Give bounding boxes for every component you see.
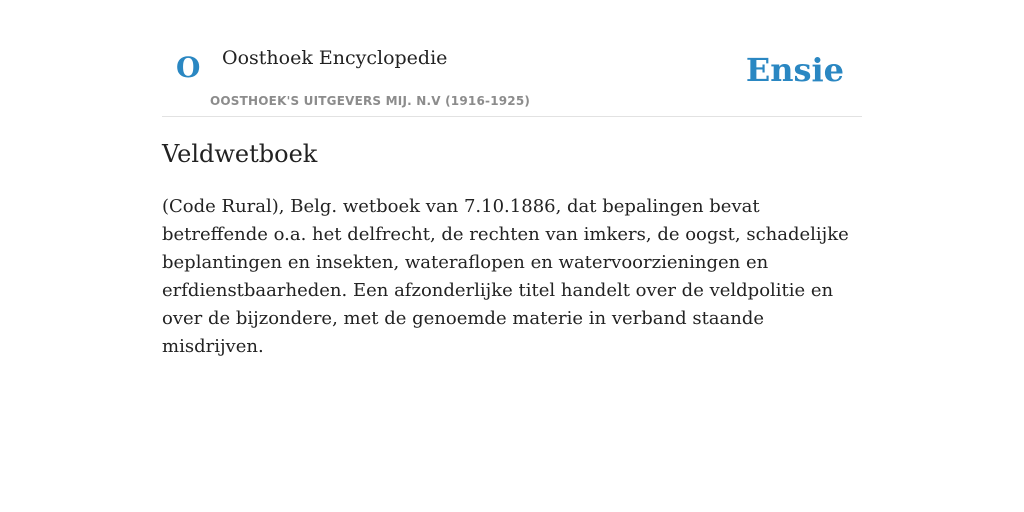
site-title-link[interactable]: Oosthoek Encyclopedie [222,47,448,69]
site-header [162,0,862,117]
entry-title: Veldwetboek [162,140,318,168]
logo-icon[interactable]: O [176,51,201,84]
entry-body: (Code Rural), Belg. wetboek van 7.10.1886, dat bepalingen bevat betreffende o.a. het delfrecht, de rechten van imkers, de oogst, schadelijke beplantingen en insekten, wateraflopen en watervoorzieningen en erfdienstbaarheden. Een afzonderlijke titel handelt over de veldpolitie en over de bijzondere, met de genoemde materie in verband staande misdrijven. [162,196,849,357]
ensie-brand-link[interactable]: Ensie [745,51,844,89]
publisher-label: OOSTHOEK'S UITGEVERS MIJ. N.V (1916-1925) [210,94,531,108]
